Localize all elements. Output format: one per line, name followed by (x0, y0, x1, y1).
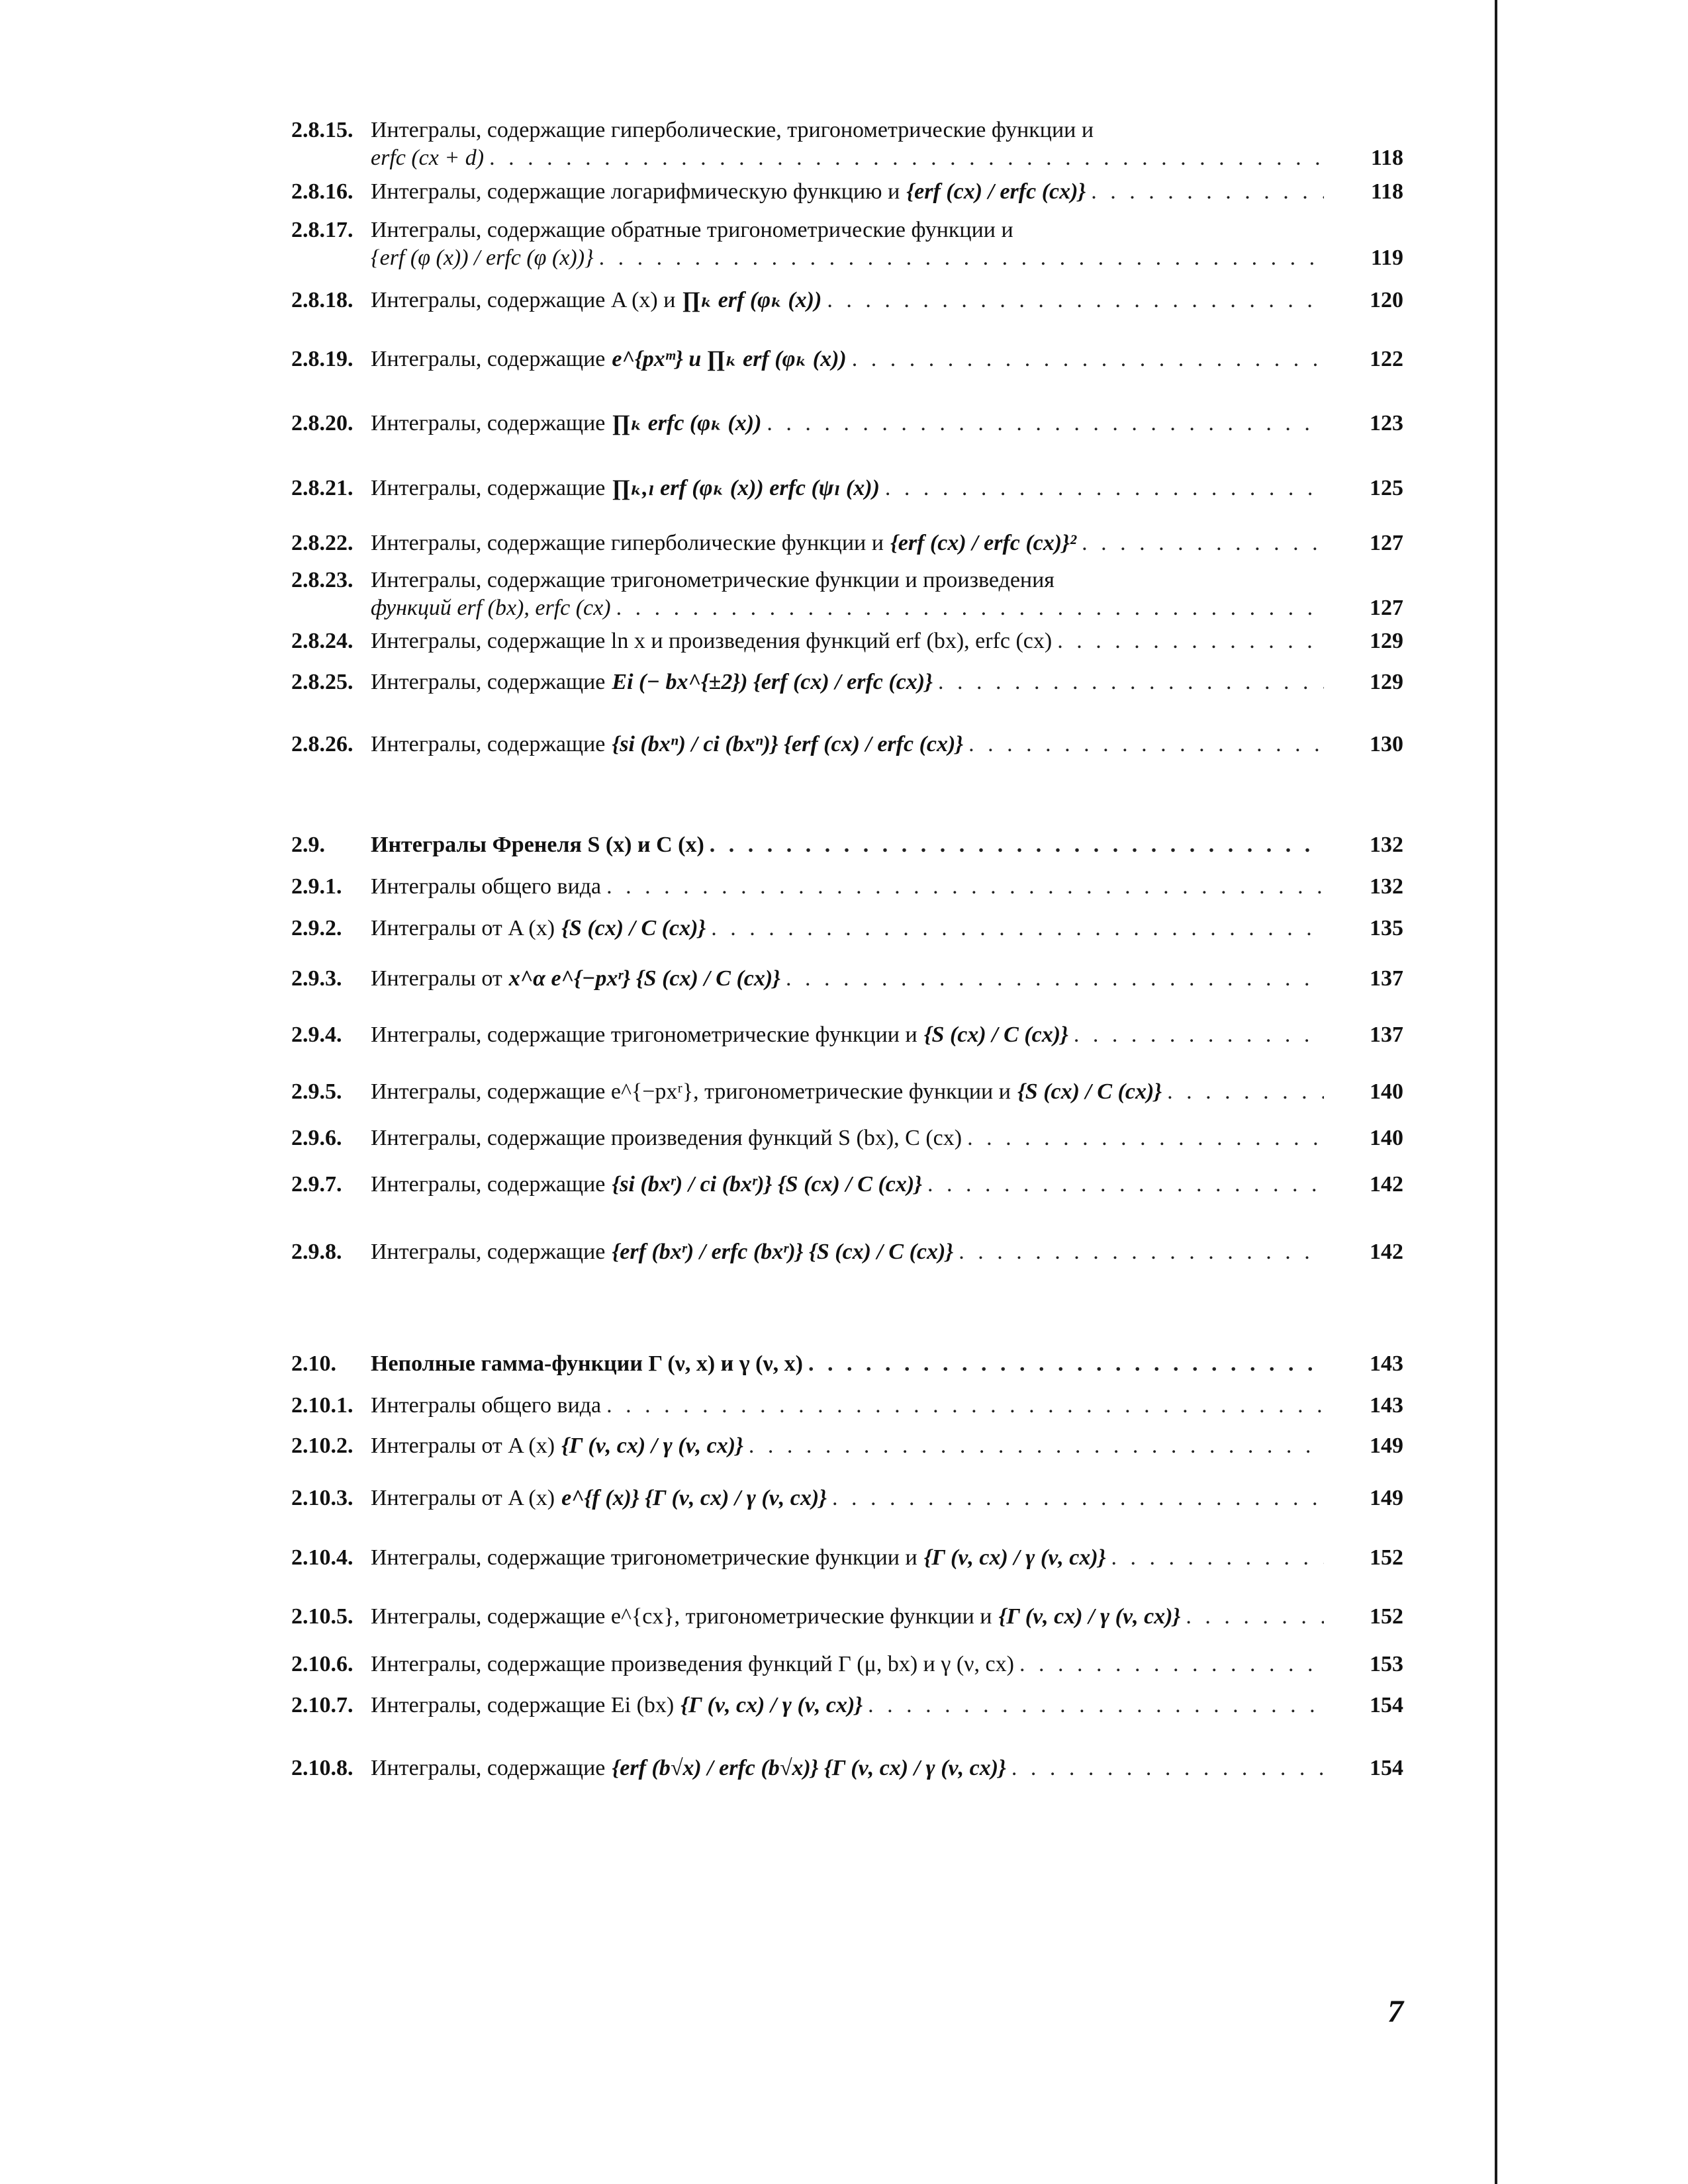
toc-entry-row (291, 1124, 1403, 1153)
toc-entry[interactable] (291, 169, 1403, 214)
toc-entry[interactable] (291, 1064, 1403, 1120)
toc-entry-formula: {si (bxⁿ) / ci (bxⁿ)} {erf (cx) / erfc (cx)} (612, 731, 964, 756)
toc-entry-number: 2.8.18. (291, 287, 353, 312)
toc-entry-row (291, 529, 1403, 558)
toc-entry-text (371, 287, 1324, 315)
leader-dots (1074, 1021, 1324, 1050)
toc-entry-number: 2.9.3. (291, 966, 342, 991)
toc-entry-page: 137 (1370, 1022, 1403, 1047)
toc-entry-formula: ∏ₖ erfc (φₖ (x)) (612, 410, 762, 435)
toc-entry-number: 2.9.4. (291, 1022, 342, 1047)
toc-entry-page: 142 (1370, 1239, 1403, 1264)
toc-entry-title: Интегралы, содержащие A (x) и (371, 287, 676, 312)
toc-entry-number: 2.10.6. (291, 1651, 353, 1676)
toc-entry-page: 132 (1370, 832, 1403, 857)
toc-entry-row (291, 178, 1403, 206)
toc-entry-row (291, 345, 1403, 374)
toc-entry-row (291, 475, 1403, 503)
toc-entry-number: 2.9. (291, 832, 325, 857)
toc-entry-number: 2.8.19. (291, 346, 353, 371)
toc-entry-continuation (291, 594, 1403, 623)
toc-entry[interactable] (291, 214, 1403, 274)
toc-entry-text (371, 873, 1324, 901)
toc-entry-text (371, 1124, 1324, 1153)
toc-entry-page: 119 (1370, 246, 1403, 270)
toc-entry-number: 2.8.21. (291, 475, 353, 500)
toc-entry-text (371, 1350, 1324, 1379)
toc-entry[interactable] (291, 705, 1403, 784)
toc-entry[interactable] (291, 274, 1403, 327)
leader-dots (1082, 529, 1324, 558)
toc-entry-text (371, 731, 1324, 759)
leader-dots (489, 144, 1324, 173)
leader-dots (599, 244, 1324, 273)
toc-entry-row (291, 1432, 1403, 1461)
leader-dots (885, 475, 1324, 503)
toc-entry[interactable] (291, 1587, 1403, 1647)
leader-dots (1057, 627, 1324, 656)
toc-entry-text (371, 178, 1324, 206)
toc-entry-number: 2.10.7. (291, 1692, 353, 1717)
toc-entry-number: 2.10.8. (291, 1755, 353, 1780)
toc-entry-formula: {S (cx) / C (cx)} (923, 1022, 1068, 1047)
toc-entry-title: Интегралы Френеля S (x) и C (x) (371, 832, 704, 857)
toc-entry-row (291, 116, 1403, 145)
toc-entry-formula: {erf (bxʳ) / erfc (bxʳ)} {S (cx) / C (cx)} (612, 1239, 954, 1264)
toc-entry-row (291, 1021, 1403, 1050)
toc-entry-formula: {S (cx) / C (cx)} (1017, 1079, 1162, 1104)
toc-entry[interactable] (291, 623, 1403, 659)
toc-entry-number: 2.8.20. (291, 410, 353, 435)
toc-entry-formula: {erf (cx) / erfc (cx)} (906, 179, 1086, 204)
leader-dots (606, 873, 1324, 901)
toc-entry-text (371, 915, 1324, 943)
toc-entry-text (371, 965, 1324, 993)
toc-entry-page: 152 (1370, 1604, 1403, 1629)
leader-dots (1186, 1603, 1324, 1631)
toc-entry-text (371, 1484, 1324, 1513)
leader-dots (710, 831, 1324, 860)
toc-entry[interactable] (291, 522, 1403, 565)
toc-entry-title: Интегралы, содержащие логарифмическую функцию и (371, 179, 900, 204)
toc-entry-formula: {Γ (ν, cx) / γ (ν, cx)} (680, 1692, 863, 1717)
leader-dots (852, 345, 1324, 374)
toc-entry-page: 140 (1370, 1125, 1403, 1150)
toc-entry-row (291, 1651, 1403, 1679)
toc-entry-number: 2.9.7. (291, 1171, 342, 1197)
toc-entry-formula: {Γ (ν, cx) / γ (ν, cx)} (561, 1433, 743, 1458)
leader-dots (827, 287, 1324, 315)
toc-entry-page: 154 (1370, 1692, 1403, 1717)
leader-dots (786, 965, 1324, 993)
toc-entry-page: 130 (1370, 731, 1403, 756)
toc-entry-number: 2.10.2. (291, 1433, 353, 1458)
page-edge-rule (1495, 0, 1497, 2184)
toc-entry-formula: ∏ₖ erf (φₖ (x)) (682, 287, 822, 312)
toc-entry-row (291, 1692, 1403, 1720)
toc-entry-page: 123 (1370, 410, 1403, 435)
toc-entry-text (371, 216, 1324, 245)
toc-entry-formula: {erf (cx) / erfc (cx)}² (890, 530, 1077, 555)
toc-entry-title: Интегралы, содержащие (371, 1171, 606, 1197)
toc-entry-title: Интегралы от A (x) (371, 915, 555, 940)
toc-entry-text (371, 1021, 1324, 1050)
toc-entry-row (291, 1484, 1403, 1513)
toc-entry-formula: {S (cx) / C (cx)} (561, 915, 706, 940)
toc-entry-number: 2.10.3. (291, 1485, 353, 1510)
toc-entry-continuation (291, 144, 1403, 173)
toc-entry-page: 129 (1370, 628, 1403, 653)
toc-entry-page: 129 (1370, 669, 1403, 694)
toc-entry[interactable] (291, 1387, 1403, 1424)
toc-entry-number: 2.8.16. (291, 179, 353, 204)
toc-entry-row (291, 1754, 1403, 1783)
toc-entry-number: 2.8.25. (291, 669, 353, 694)
toc-entry-text (371, 116, 1324, 145)
toc-entry-page: 118 (1370, 146, 1403, 170)
toc-entry-text (371, 1692, 1324, 1720)
leader-dots (1011, 1754, 1324, 1783)
toc-entry-row (291, 627, 1403, 656)
toc-entry[interactable] (291, 1682, 1403, 1729)
toc-entry-text (371, 345, 1324, 374)
toc-entry-formula: ∏ₖ,ₗ erf (φₖ (x)) erfc (ψₗ (x)) (612, 475, 880, 500)
toc-entry-number: 2.9.1. (291, 874, 342, 899)
toc-entry-title: Интегралы от (371, 966, 502, 991)
toc-entry-number: 2.9.8. (291, 1239, 342, 1264)
leader-dots (927, 1171, 1324, 1199)
toc-entry-page: 140 (1370, 1079, 1403, 1104)
toc-entry-page: 154 (1370, 1755, 1403, 1780)
toc-entry-page: 142 (1370, 1171, 1403, 1197)
toc-entry-formula: {Γ (ν, cx) / γ (ν, cx)} (923, 1545, 1106, 1570)
toc-entry[interactable] (291, 1647, 1403, 1682)
toc-entry-row (291, 410, 1403, 438)
toc-entry-page: 149 (1370, 1485, 1403, 1510)
leader-dots (968, 731, 1324, 759)
toc-entry-text (371, 567, 1324, 595)
page-number: 7 (1387, 1994, 1403, 2029)
toc-entry-text (371, 1392, 1324, 1420)
leader-dots (1111, 1544, 1324, 1572)
toc-section-entry[interactable] (291, 822, 1403, 868)
toc-entry-formula: {si (bxʳ) / ci (bxʳ)} {S (cx) / C (cx)} (612, 1171, 923, 1197)
toc-entry-page: 122 (1370, 346, 1403, 371)
leader-dots (967, 1124, 1324, 1153)
toc-entry-title: Интегралы, содержащие (371, 346, 606, 371)
toc-entry-continuation-text: erfc (cx + d) (371, 146, 485, 170)
toc-entry[interactable] (291, 1212, 1403, 1292)
toc-entry-row (291, 1350, 1403, 1379)
toc-entry-text (371, 1078, 1324, 1107)
toc-entry[interactable] (291, 327, 1403, 392)
toc-entry-number: 2.9.6. (291, 1125, 342, 1150)
toc-entry-page: 120 (1370, 287, 1403, 312)
toc-entry-text (371, 627, 1324, 656)
toc-entry-title: Интегралы, содержащие тригонометрические функции и (371, 1022, 917, 1047)
toc-entry-text (371, 831, 1324, 860)
toc-entry-row (291, 915, 1403, 943)
toc-entry[interactable] (291, 1468, 1403, 1529)
toc-entry-page: 143 (1370, 1351, 1403, 1376)
toc-entry-formula: {Γ (ν, cx) / γ (ν, cx)} (998, 1604, 1181, 1629)
toc-entry-title: Интегралы, содержащие тригонометрические функции и произведения (371, 567, 1055, 592)
toc-entry-row (291, 1171, 1403, 1199)
toc-entry[interactable] (291, 1006, 1403, 1064)
toc-entry-number: 2.10.1. (291, 1392, 353, 1418)
toc-entry-number: 2.8.22. (291, 530, 353, 555)
toc-entry[interactable] (291, 1529, 1403, 1587)
toc-entry-row (291, 1238, 1403, 1267)
toc-entry-row (291, 1544, 1403, 1572)
toc-entry-title: Интегралы, содержащие (371, 410, 606, 435)
toc-entry-row (291, 965, 1403, 993)
toc-entry-text (371, 1603, 1324, 1631)
toc-entry-row (291, 831, 1403, 860)
toc-entry-formula: x^α e^{−pxʳ} {S (cx) / C (cx)} (508, 966, 781, 991)
toc-entry[interactable] (291, 1729, 1403, 1808)
toc-entry-number: 2.8.24. (291, 628, 353, 653)
toc-entry-text (371, 1651, 1324, 1679)
toc-entry-title: Неполные гамма-функции Γ (ν, x) и γ (ν, x) (371, 1351, 803, 1376)
toc-entry-text (371, 1171, 1324, 1199)
toc-entry-row (291, 873, 1403, 901)
leader-dots (616, 594, 1324, 623)
toc-entry-row (291, 1078, 1403, 1107)
section-gap (291, 784, 1403, 822)
toc-list (291, 119, 1403, 1808)
toc-entry-row (291, 1392, 1403, 1420)
toc-entry-page: 135 (1370, 915, 1403, 940)
toc-entry-title: Интегралы, содержащие произведения функций S (bx), C (cx) (371, 1125, 962, 1150)
toc-entry-page: 152 (1370, 1545, 1403, 1570)
toc-entry-formula: Ei (− bx^{±2}) {erf (cx) / erfc (cx)} (612, 669, 933, 694)
toc-entry-continuation-text: функций erf (bx), erfc (cx) (371, 596, 611, 620)
toc-entry-title: Интегралы, содержащие (371, 731, 606, 756)
toc-entry[interactable] (291, 1424, 1403, 1468)
toc-entry-number: 2.10.5. (291, 1604, 353, 1629)
toc-entry-title: Интегралы, содержащие e^{−pxʳ}, тригонометрические функции и (371, 1079, 1011, 1104)
toc-entry-page: 137 (1370, 966, 1403, 991)
leader-dots (1019, 1651, 1324, 1679)
leader-dots (606, 1392, 1324, 1420)
toc-entry-title: Интегралы, содержащие (371, 669, 606, 694)
toc-entry-row (291, 287, 1403, 315)
table-of-contents (291, 119, 1403, 2038)
toc-entry-title: Интегралы от A (x) (371, 1433, 555, 1458)
toc-entry-number: 2.8.17. (291, 217, 353, 242)
toc-entry-title: Интегралы, содержащие ln x и произведения функций erf (bx), erfc (cx) (371, 628, 1053, 653)
toc-entry-title: Интегралы, содержащие (371, 1239, 606, 1264)
toc-entry-title: Интегралы общего вида (371, 874, 602, 899)
toc-entry-title: Интегралы, содержащие Ei (bx) (371, 1692, 675, 1717)
toc-entry-number: 2.10. (291, 1351, 336, 1376)
toc-entry-number: 2.8.23. (291, 567, 353, 592)
toc-entry-title: Интегралы, содержащие гиперболические функции и (371, 530, 884, 555)
toc-entry[interactable] (291, 868, 1403, 905)
toc-entry[interactable] (291, 565, 1403, 623)
toc-entry-text (371, 1238, 1324, 1267)
toc-entry-title: Интегралы, содержащие гиперболические, тригонометрические функции и (371, 117, 1094, 142)
leader-dots (711, 915, 1324, 943)
toc-entry[interactable] (291, 952, 1403, 1006)
toc-entry-page: 153 (1370, 1651, 1403, 1676)
toc-entry-number: 2.8.26. (291, 731, 353, 756)
toc-entry[interactable] (291, 1120, 1403, 1157)
leader-dots (938, 668, 1324, 697)
toc-entry-page: 149 (1370, 1433, 1403, 1458)
leader-dots (832, 1484, 1324, 1513)
toc-section-entry[interactable] (291, 1341, 1403, 1387)
leader-dots (959, 1238, 1324, 1267)
toc-entry[interactable] (291, 455, 1403, 522)
toc-entry[interactable] (291, 1157, 1403, 1212)
toc-entry-number: 2.8.15. (291, 117, 353, 142)
toc-entry-page: 127 (1370, 530, 1403, 555)
toc-entry-page: 125 (1370, 475, 1403, 500)
toc-entry-number: 2.9.2. (291, 915, 342, 940)
toc-entry[interactable] (291, 905, 1403, 952)
toc-entry-text (371, 1432, 1324, 1461)
toc-entry-text (371, 410, 1324, 438)
toc-entry-row (291, 567, 1403, 595)
toc-entry-number: 2.10.4. (291, 1545, 353, 1570)
leader-dots (1167, 1078, 1324, 1107)
toc-entry-row (291, 216, 1403, 245)
toc-entry-title: Интегралы, содержащие тригонометрические функции и (371, 1545, 917, 1570)
toc-entry-row (291, 1603, 1403, 1631)
toc-entry-page: 127 (1370, 596, 1403, 620)
toc-entry-formula: e^{f (x)} {Γ (ν, cx) / γ (ν, cx)} (561, 1485, 827, 1510)
toc-entry-number: 2.9.5. (291, 1079, 342, 1104)
toc-entry-page: 132 (1370, 874, 1403, 899)
toc-entry-title: Интегралы, содержащие (371, 475, 606, 500)
leader-dots (767, 410, 1324, 438)
toc-entry-text (371, 1544, 1324, 1572)
toc-entry-row (291, 731, 1403, 759)
leader-dots (868, 1692, 1324, 1720)
toc-entry-continuation-text: {erf (φ (x)) / erfc (φ (x))} (371, 246, 594, 270)
toc-entry-text (371, 529, 1324, 558)
toc-entry-row (291, 668, 1403, 697)
toc-entry-text (371, 1754, 1324, 1783)
toc-entry-page: 118 (1370, 179, 1403, 204)
toc-entry-formula: e^{pxᵐ} и ∏ₖ erf (φₖ (x)) (612, 346, 847, 371)
toc-entry[interactable] (291, 659, 1403, 705)
toc-entry-text (371, 668, 1324, 697)
toc-entry[interactable] (291, 119, 1403, 169)
toc-entry-continuation (291, 244, 1403, 273)
leader-dots (749, 1432, 1324, 1461)
toc-entry-formula: {erf (b√x) / erfc (b√x)} {Γ (ν, cx) / γ (ν, cx)} (612, 1755, 1006, 1780)
toc-entry-title: Интегралы, содержащие произведения функций Γ (μ, bx) и γ (ν, cx) (371, 1651, 1014, 1676)
toc-entry-title: Интегралы, содержащие обратные тригонометрические функции и (371, 217, 1013, 242)
leader-dots (808, 1350, 1324, 1379)
leader-dots (1091, 178, 1324, 206)
toc-entry-page: 143 (1370, 1392, 1403, 1418)
toc-entry-text (371, 475, 1324, 503)
toc-entry-title: Интегралы от A (x) (371, 1485, 555, 1510)
toc-entry[interactable] (291, 392, 1403, 455)
toc-entry-title: Интегралы, содержащие (371, 1755, 606, 1780)
toc-entry-title: Интегралы общего вида (371, 1392, 602, 1418)
section-gap (291, 1292, 1403, 1341)
toc-entry-title: Интегралы, содержащие e^{cx}, тригонометрические функции и (371, 1604, 992, 1629)
